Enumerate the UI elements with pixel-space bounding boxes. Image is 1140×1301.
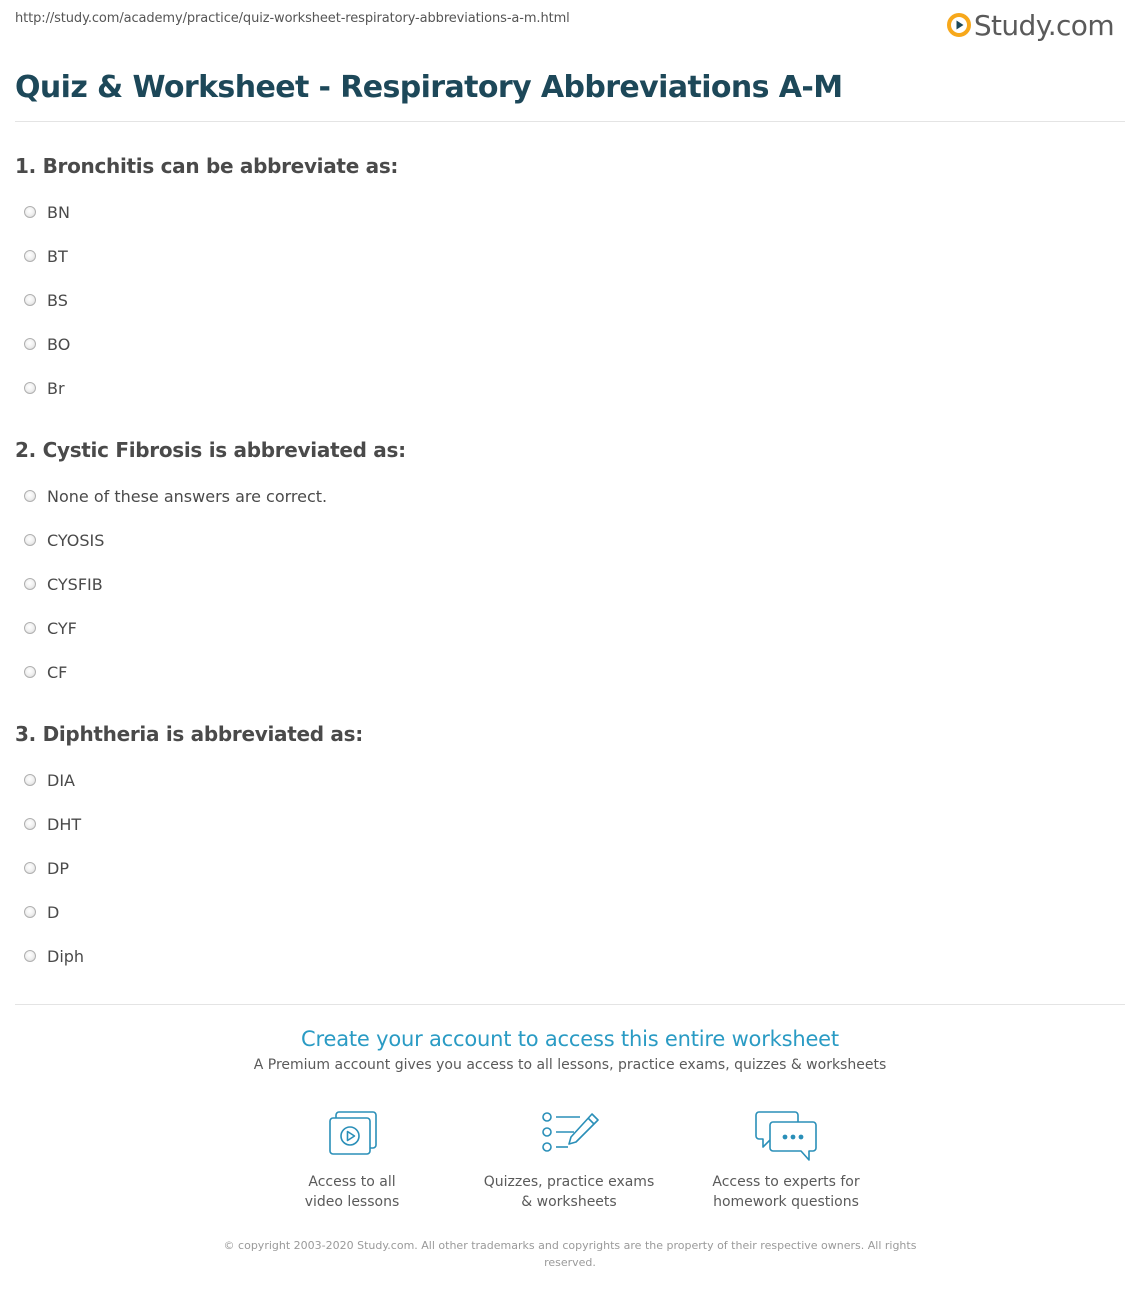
questions-divider (15, 1004, 1125, 1005)
radio-button[interactable] (24, 862, 36, 874)
feature-line: Access to all (308, 1174, 396, 1190)
copyright-line: reserved. (544, 1256, 596, 1269)
radio-button[interactable] (24, 250, 36, 262)
feature-line: homework questions (713, 1194, 859, 1210)
option-label: DIA (47, 770, 75, 790)
radio-button[interactable] (24, 774, 36, 786)
option-label: BS (47, 290, 68, 310)
copyright-line: © copyright 2003-2020 Study.com. All other trademarks and copyrights are the property of their respective owners. All rights (223, 1239, 917, 1252)
top-bar (0, 0, 1140, 60)
answer-option[interactable] (15, 650, 1115, 694)
option-label: None of these answers are correct. (47, 486, 328, 506)
question-2 (15, 438, 1115, 694)
question-text: 1. Bronchitis can be abbreviate as: (15, 154, 399, 178)
answer-options (15, 758, 1115, 978)
answer-option[interactable] (15, 234, 1115, 278)
feature-line: video lessons (304, 1194, 400, 1210)
option-label: BO (47, 334, 71, 354)
answer-option[interactable] (15, 366, 1115, 410)
answer-option[interactable] (15, 934, 1115, 978)
radio-button[interactable] (24, 578, 36, 590)
answer-option[interactable] (15, 190, 1115, 234)
option-label: DHT (47, 814, 82, 834)
page-url: http://study.com/academy/practice/quiz-worksheet-respiratory-abbreviations-a-m.html (15, 11, 570, 26)
answer-option[interactable] (15, 802, 1115, 846)
answer-option[interactable] (15, 278, 1115, 322)
radio-button[interactable] (24, 622, 36, 634)
answer-option[interactable] (15, 606, 1115, 650)
question-3 (15, 722, 1115, 978)
feature-experts (691, 1110, 881, 1212)
radio-button[interactable] (24, 206, 36, 218)
feature-line: & worksheets (521, 1194, 617, 1210)
answer-option[interactable] (15, 322, 1115, 366)
radio-button[interactable] (24, 950, 36, 962)
radio-button[interactable] (24, 534, 36, 546)
option-label: CYSFIB (47, 574, 103, 594)
option-label: D (47, 902, 60, 922)
title-divider (15, 121, 1125, 122)
option-label: CF (47, 662, 68, 682)
quiz-checklist-icon (534, 1110, 604, 1162)
question-1 (15, 154, 1115, 410)
page-title: Quiz & Worksheet - Respiratory Abbreviations A-M (15, 70, 843, 105)
option-label: Br (47, 378, 65, 398)
premium-description: A Premium account gives you access to all lessons, practice exams, quizzes & worksheets (253, 1057, 887, 1073)
option-label: CYOSIS (47, 530, 105, 550)
chat-experts-icon (751, 1110, 821, 1162)
radio-button[interactable] (24, 906, 36, 918)
question-text: 2. Cystic Fibrosis is abbreviated as: (15, 438, 406, 462)
answer-option[interactable] (15, 518, 1115, 562)
option-label: DP (47, 858, 69, 878)
radio-button[interactable] (24, 666, 36, 678)
study-logo[interactable] (947, 5, 1114, 45)
feature-video-lessons (257, 1110, 447, 1212)
radio-button[interactable] (24, 294, 36, 306)
option-label: Diph (47, 946, 85, 966)
radio-button[interactable] (24, 382, 36, 394)
option-label: BN (47, 202, 70, 222)
answer-options (15, 190, 1115, 410)
radio-button[interactable] (24, 818, 36, 830)
feature-quizzes (474, 1110, 664, 1212)
feature-line: Quizzes, practice exams (483, 1174, 655, 1190)
question-text: 3. Diphtheria is abbreviated as: (15, 722, 363, 746)
create-account-link[interactable]: Create your account to access this entire worksheet (301, 1027, 839, 1051)
answer-option[interactable] (15, 474, 1115, 518)
radio-button[interactable] (24, 338, 36, 350)
copyright-notice (215, 1237, 925, 1271)
answer-option[interactable] (15, 758, 1115, 802)
option-label: BT (47, 246, 68, 266)
option-label: CYF (47, 618, 77, 638)
answer-option[interactable] (15, 846, 1115, 890)
answer-option[interactable] (15, 890, 1115, 934)
answer-option[interactable] (15, 562, 1115, 606)
logo-text: Study.com (973, 8, 1114, 42)
radio-button[interactable] (24, 490, 36, 502)
feature-line: Access to experts for (712, 1174, 860, 1190)
play-circle-icon (947, 13, 971, 37)
answer-options (15, 474, 1115, 694)
video-lessons-icon (317, 1110, 387, 1162)
